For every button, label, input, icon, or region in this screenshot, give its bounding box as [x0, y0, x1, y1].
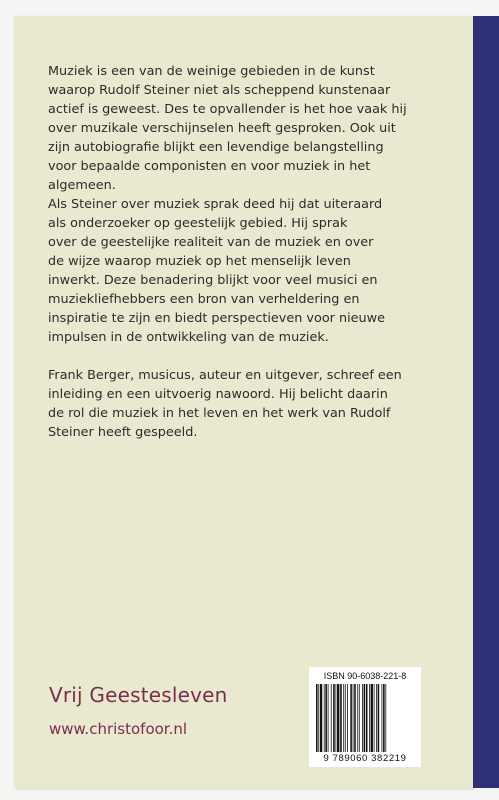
barcode-bar	[382, 684, 383, 752]
barcode-bar	[337, 684, 339, 752]
blurb-line: Muziek is een van de weinige gebieden in de kunst	[48, 64, 375, 79]
publisher-website: www.christofoor.nl	[49, 720, 188, 738]
barcode-bar	[362, 684, 363, 752]
barcode-bar	[378, 684, 380, 752]
barcode-bar	[345, 684, 346, 752]
isbn-label: ISBN 90-6038-221-8	[323, 671, 407, 681]
barcode-bar	[347, 684, 348, 752]
blurb-line: Frank Berger, musicus, auteur en uitgever, schreef een	[48, 368, 402, 383]
publisher-name: Vrij Geestesleven	[49, 683, 228, 707]
blurb-line: over de geestelijke realiteit van de muziek en over	[48, 235, 374, 250]
barcode-bar	[366, 684, 368, 752]
barcode-bar	[340, 684, 342, 752]
barcode-bar	[333, 684, 335, 752]
blurb-line: de rol die muziek in het leven en het werk van Rudolf	[48, 406, 391, 421]
barcode-number: 9 789060 382219	[323, 753, 407, 764]
blurb-line: voor bepaalde componisten en voor muziek in het	[48, 159, 371, 174]
barcode-bar	[343, 684, 344, 752]
barcode-bar	[324, 684, 325, 752]
barcode-bar	[374, 684, 375, 752]
blurb-line: Als Steiner over muziek sprak deed hij dat uiteraard	[48, 197, 383, 212]
blurb-line: zijn autobiografie blijkt een levendige belangstelling	[48, 140, 384, 155]
blurb-line: impulsen in de ontwikkeling van de muziek.	[48, 330, 329, 345]
blurb-line: Steiner heeft gespeeld.	[48, 425, 198, 440]
blurb-line: muziekliefhebbers een bron van verheldering en	[48, 292, 360, 307]
blurb-line: inwerkt. Deze benadering blijkt voor veel musici en	[48, 273, 378, 288]
blurb-line: algemeen.	[48, 178, 116, 193]
blurb-line: actief is geweest. Des te opvallender is het hoe vaak hij	[48, 102, 407, 117]
barcode-bar	[383, 684, 385, 752]
blurb-line: over muzikale verschijnselen heeft gesproken. Ook uit	[48, 121, 396, 136]
blurb-line: de wijze waarop muziek op het menselijk leven	[48, 254, 351, 269]
blurb-line: inleiding en een uitvoerig nawoord. Hij belicht daarin	[48, 387, 388, 402]
barcode-bar	[318, 684, 319, 752]
barcode-bar	[328, 684, 329, 752]
blurb-text	[48, 62, 428, 442]
barcode-bar	[357, 684, 358, 752]
barcode-bar	[359, 684, 360, 752]
barcode-bar	[350, 684, 352, 752]
blurb-line: als onderzoeker op geestelijk gebied. Hij sprak	[48, 216, 348, 231]
barcode-bar	[364, 684, 366, 752]
barcode-bar	[376, 684, 377, 752]
blurb-line: waarop Rudolf Steiner niet als scheppend kunstenaar	[48, 83, 391, 98]
barcode-bar	[354, 684, 356, 752]
barcode-bar	[369, 684, 370, 752]
barcode-bar	[353, 684, 354, 752]
barcode-bar	[371, 684, 373, 752]
barcode-bar	[320, 684, 322, 752]
book-spine	[473, 16, 499, 788]
barcode-bar	[325, 684, 327, 752]
paragraph-spacer	[48, 347, 428, 366]
isbn-barcode-block	[309, 667, 421, 767]
barcode-icon	[315, 684, 415, 752]
barcode-bar	[331, 684, 332, 752]
barcode-bar	[385, 684, 386, 752]
barcode-bar	[336, 684, 337, 752]
blurb-line: inspiratie te zijn en biedt perspectieven voor nieuwe	[48, 311, 385, 326]
barcode-bar	[316, 684, 318, 752]
